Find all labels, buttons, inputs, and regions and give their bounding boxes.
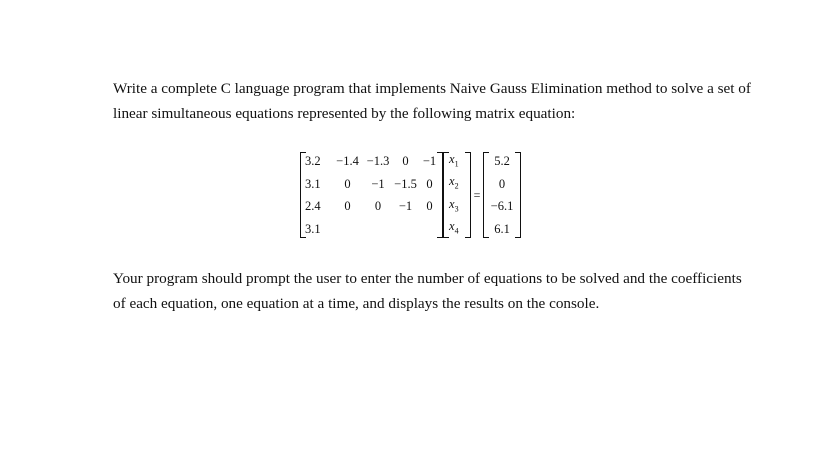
variable-name: x — [449, 151, 455, 166]
variable-subscript: 3 — [454, 204, 459, 213]
matrix-cell: 3.1 — [305, 221, 321, 236]
left-bracket — [443, 152, 449, 238]
matrix-cell: 3.2 — [305, 154, 321, 169]
matrix-cell: −1 — [371, 176, 385, 191]
variable-name: x — [449, 196, 455, 211]
matrix-cell: 0 — [344, 199, 351, 214]
matrix-cell: −1 — [398, 199, 413, 214]
unknown-variable — [449, 219, 465, 239]
problem-statement-paragraph: Write a complete C language program that implements Naive Gauss Elimination method to solve a set of linear simultaneous equations represented by the following matrix equation: — [113, 80, 751, 122]
matrix-cell: 2.4 — [305, 199, 321, 214]
constants-vector — [483, 150, 521, 240]
matrix-cell: 0 — [402, 154, 409, 169]
instructions-paragraph: Your program should prompt the user to enter the number of equations to be solved and the coefficients of each equation, one equation at a time, and displays the results on the console. — [113, 270, 742, 312]
matrix-cell: 0 — [426, 176, 433, 191]
unknown-variable — [449, 152, 465, 172]
matrix-cell: 0 — [426, 199, 433, 214]
variable-subscript: 2 — [454, 181, 459, 191]
left-bracket — [483, 152, 489, 238]
unknown-variable — [449, 197, 465, 217]
matrix-cell: −1.4 — [336, 154, 359, 169]
matrix-equation — [300, 150, 521, 240]
equals-sign: = — [473, 187, 481, 202]
matrix-cell: 0 — [344, 176, 351, 191]
matrix-cell: 3.1 — [305, 176, 321, 191]
right-bracket — [515, 152, 521, 238]
unknowns-vector — [443, 150, 471, 240]
left-bracket — [300, 152, 306, 238]
coefficient-matrix — [300, 150, 443, 240]
constant-value: −6.1 — [490, 199, 514, 214]
matrix-cell: −1 — [422, 154, 437, 169]
constant-value: 5.2 — [494, 154, 510, 169]
variable-name: x — [449, 174, 455, 188]
matrix-cell: −1.5 — [394, 176, 417, 191]
variable-subscript: 4 — [454, 226, 459, 236]
variable-name: x — [449, 219, 455, 233]
matrix-cell: −1.3 — [366, 154, 390, 169]
variable-subscript: 1 — [454, 159, 459, 168]
unknown-variable — [449, 174, 465, 194]
constant-value: 6.1 — [494, 221, 510, 236]
matrix-cell: 0 — [374, 199, 382, 214]
right-bracket — [465, 152, 471, 238]
constant-value: 0 — [498, 176, 506, 191]
